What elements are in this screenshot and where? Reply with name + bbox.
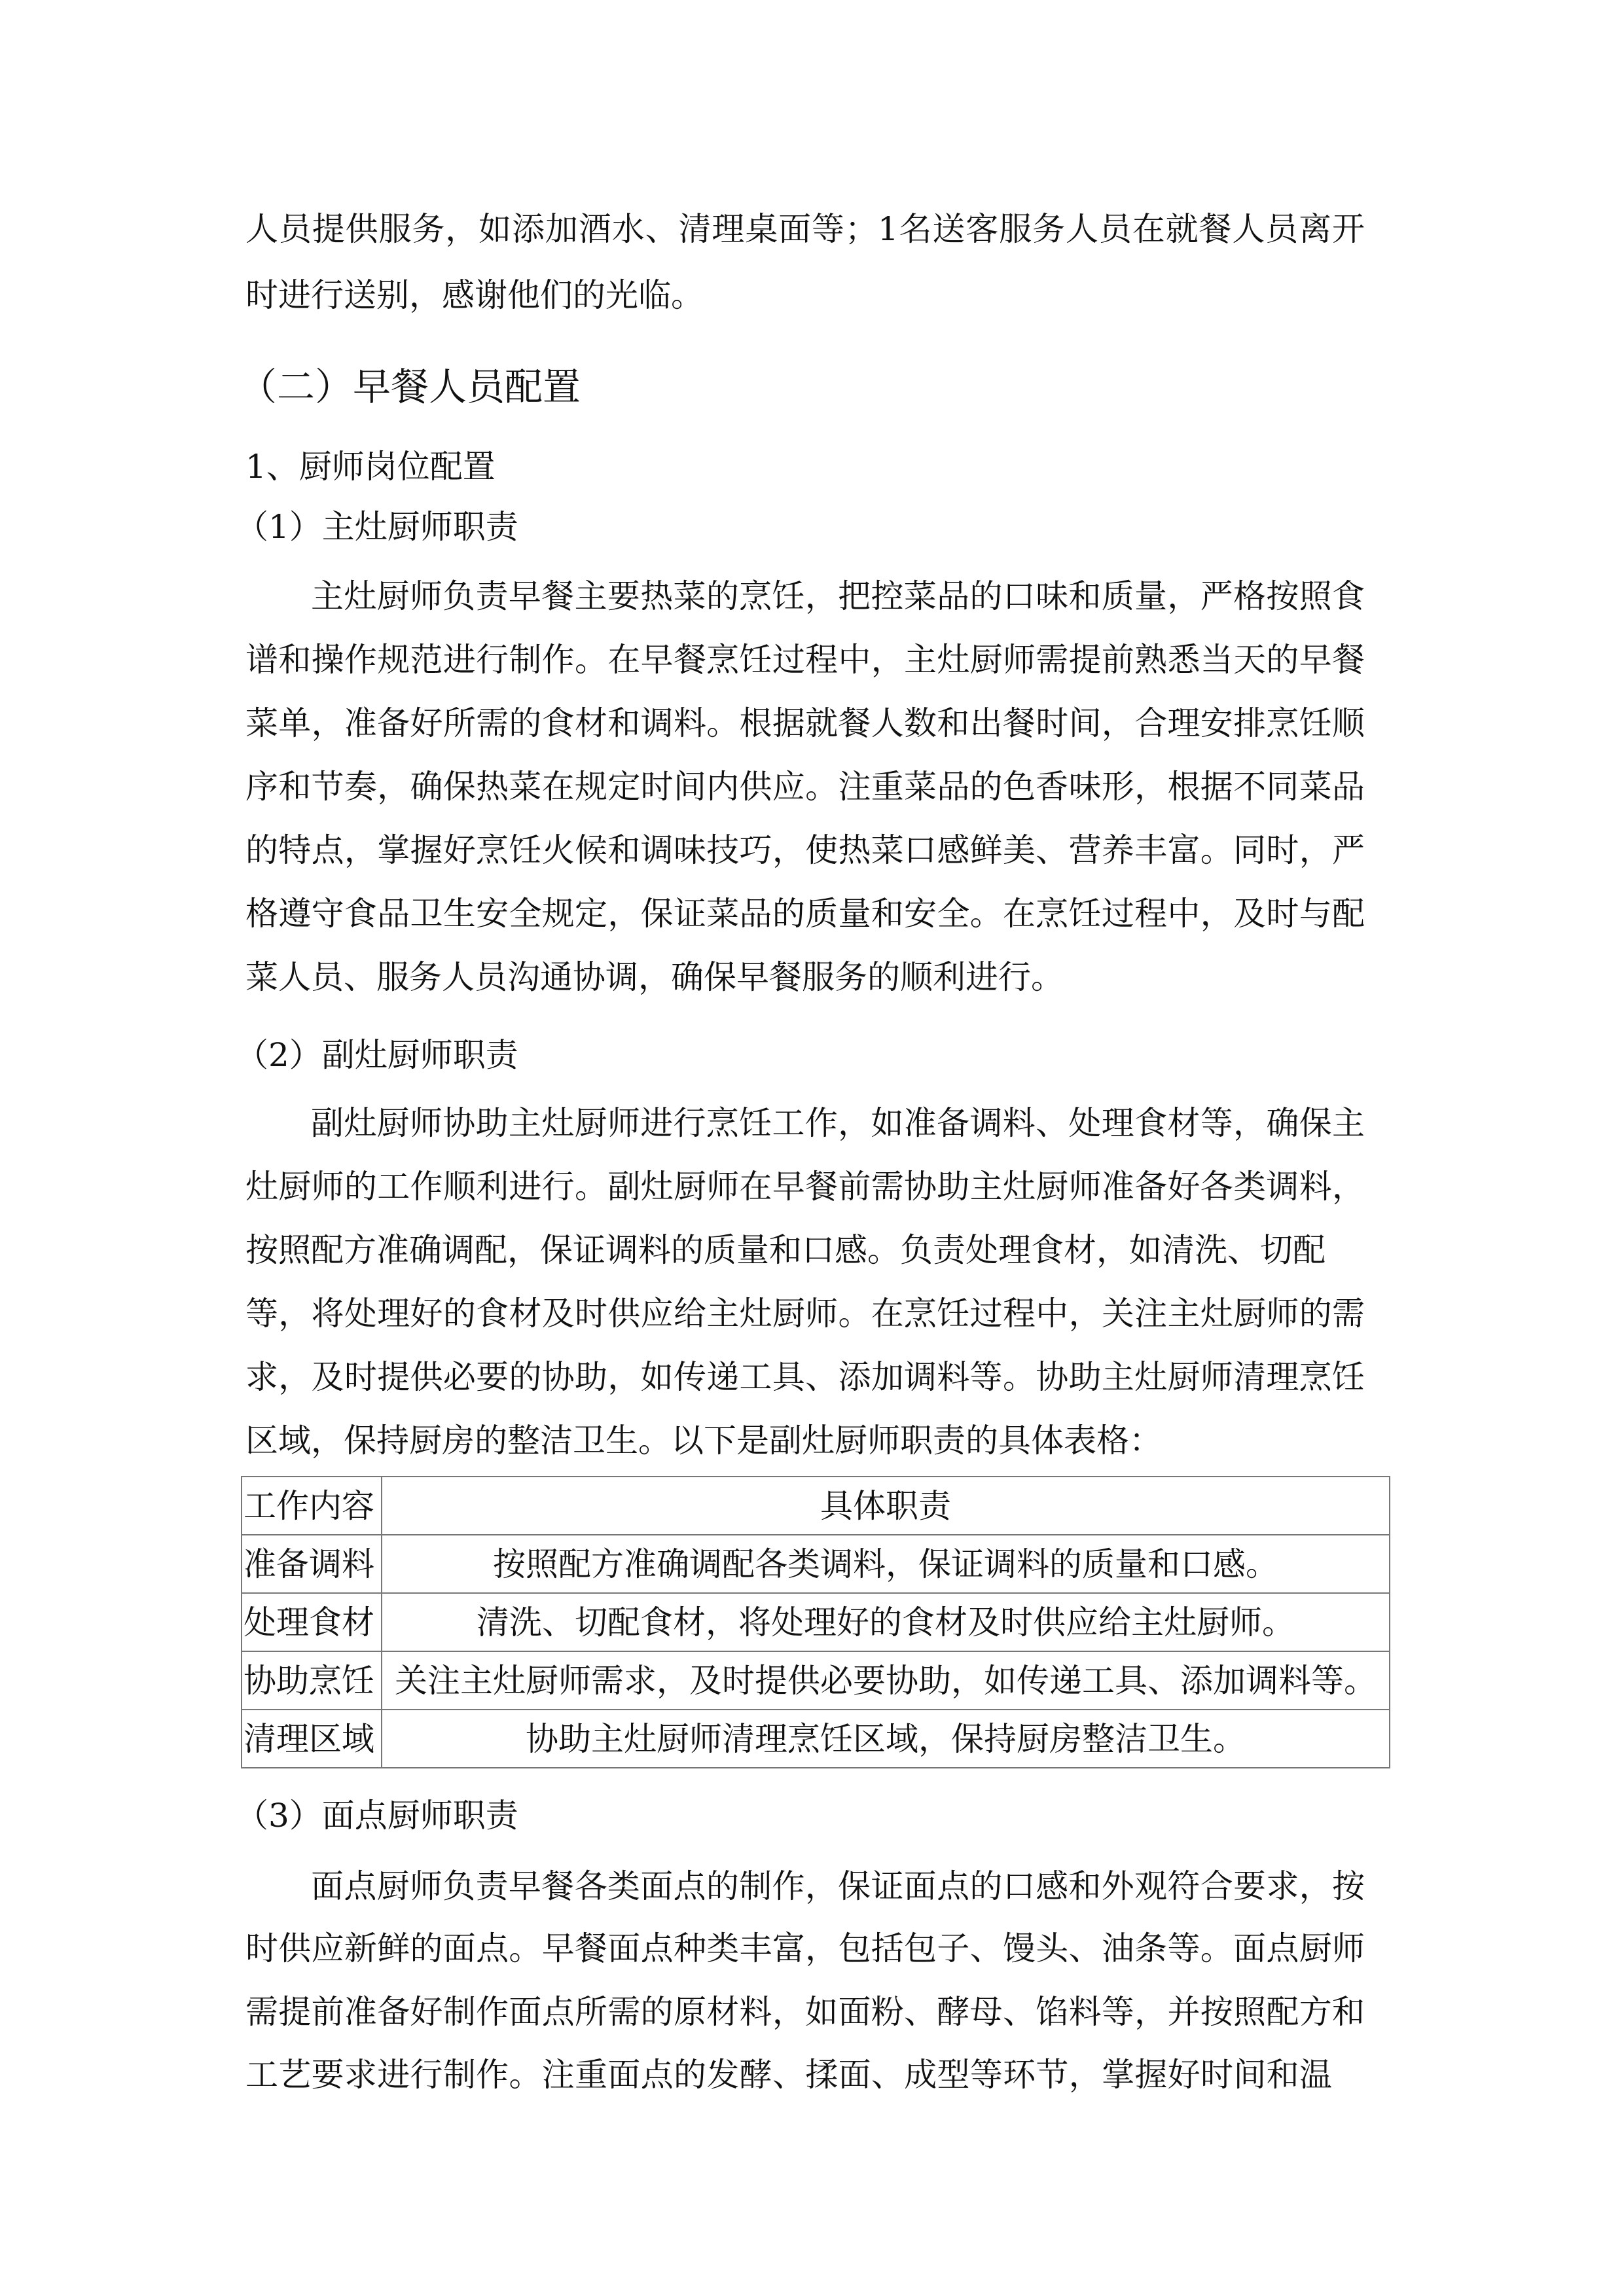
paragraph-line: 主灶厨师负责早餐主要热菜的烹饪，把控菜品的口味和质量，严格按照食 (311, 577, 1365, 615)
section-heading: （二）早餐人员配置 (239, 365, 581, 409)
table-header-cell: 具体职责 (382, 1477, 1390, 1535)
paragraph-line: 副灶厨师协助主灶厨师进行烹饪工作，如准备调料、处理食材等，确保主 (311, 1104, 1365, 1142)
paragraph-line: 面点厨师负责早餐各类面点的制作，保证面点的口感和外观符合要求，按 (311, 1867, 1365, 1905)
table-cell: 处理食材 (242, 1593, 382, 1651)
intro-line: 人员提供服务，如添加酒水、清理桌面等；1名送客服务人员在就餐人员离开 (245, 210, 1365, 248)
role-title: （1）主灶厨师职责 (236, 508, 518, 546)
table-cell: 协助主灶厨师清理烹饪区域，保持厨房整洁卫生。 (382, 1710, 1390, 1768)
paragraph-line: 求，及时提供必要的协助，如传递工具、添加调料等。协助主灶厨师清理烹饪 (245, 1358, 1365, 1396)
subsection-heading: 1、厨师岗位配置 (245, 448, 496, 486)
paragraph-line: 等，将处理好的食材及时供应给主灶厨师。在烹饪过程中，关注主灶厨师的需 (245, 1295, 1365, 1333)
table-cell: 准备调料 (242, 1535, 382, 1593)
table-row (242, 1651, 1390, 1710)
table-header-row (242, 1477, 1390, 1535)
paragraph-line: 菜人员、服务人员沟通协调，确保早餐服务的顺利进行。 (245, 958, 1064, 996)
role-title: （3）面点厨师职责 (236, 1797, 518, 1835)
paragraph-line: 菜单，准备好所需的食材和调料。根据就餐人数和出餐时间，合理安排烹饪顺 (245, 704, 1365, 742)
table-row (242, 1593, 1390, 1651)
paragraph-line: 需提前准备好制作面点所需的原材料，如面粉、酵母、馅料等，并按照配方和 (245, 1993, 1365, 2031)
table-row (242, 1535, 1390, 1593)
paragraph-line: 按照配方准确调配，保证调料的质量和口感。负责处理食材，如清洗、切配 (245, 1231, 1326, 1269)
paragraph-line: 灶厨师的工作顺利进行。副灶厨师在早餐前需协助主灶厨师准备好各类调料， (245, 1168, 1365, 1206)
table-row (242, 1710, 1390, 1768)
table-cell: 清洗、切配食材，将处理好的食材及时供应给主灶厨师。 (382, 1593, 1390, 1651)
table-cell: 按照配方准确调配各类调料，保证调料的质量和口感。 (382, 1535, 1390, 1593)
intro-line: 时进行送别，感谢他们的光临。 (245, 276, 704, 314)
paragraph-line: 谱和操作规范进行制作。在早餐烹饪过程中，主灶厨师需提前熟悉当天的早餐 (245, 641, 1365, 679)
table-cell: 关注主灶厨师需求，及时提供必要协助，如传递工具、添加调料等。 (382, 1651, 1390, 1710)
table-cell: 清理区域 (242, 1710, 382, 1768)
paragraph-line: 序和节奏，确保热菜在规定时间内供应。注重菜品的色香味形，根据不同菜品 (245, 768, 1365, 806)
paragraph-line: 的特点，掌握好烹饪火候和调味技巧，使热菜口感鲜美、营养丰富。同时，严 (245, 831, 1365, 869)
paragraph-line: 工艺要求进行制作。注重面点的发酵、揉面、成型等环节，掌握好时间和温 (245, 2056, 1332, 2094)
table-cell: 协助烹饪 (242, 1651, 382, 1710)
paragraph-line: 时供应新鲜的面点。早餐面点种类丰富，包括包子、馒头、油条等。面点厨师 (245, 1929, 1365, 1967)
role-title: （2）副灶厨师职责 (236, 1036, 518, 1074)
paragraph-line: 区域，保持厨房的整洁卫生。以下是副灶厨师职责的具体表格： (245, 1422, 1162, 1460)
duties-table (241, 1476, 1390, 1768)
table-header-cell: 工作内容 (242, 1477, 382, 1535)
paragraph-line: 格遵守食品卫生安全规定，保证菜品的质量和安全。在烹饪过程中，及时与配 (245, 895, 1365, 933)
